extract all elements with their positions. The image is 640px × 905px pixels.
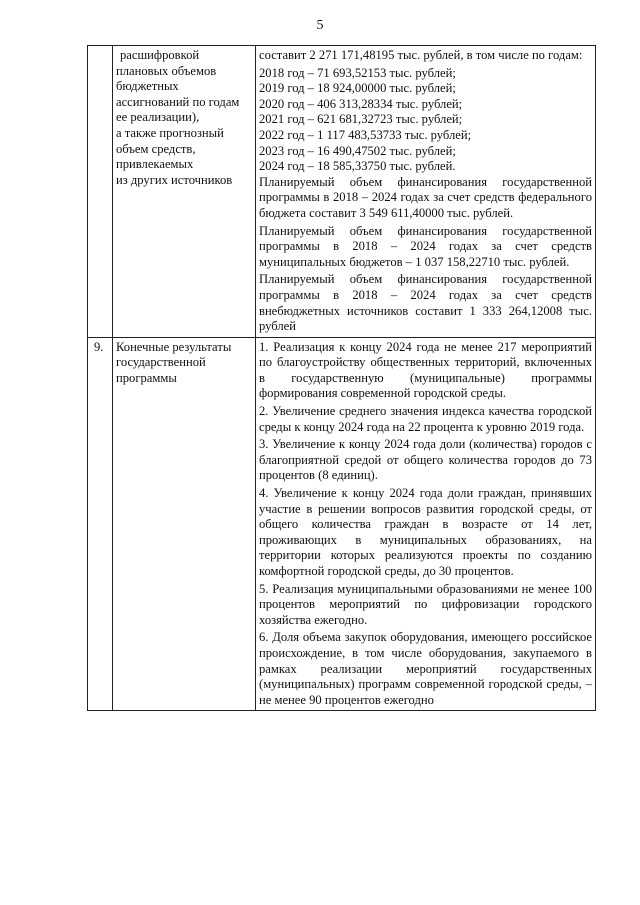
table-row	[88, 337, 596, 711]
row-content	[256, 337, 596, 711]
funding-year-line: 2020 год – 406 313,28334 тыс. рублей;	[259, 96, 463, 111]
label-line: привлекаемых	[116, 157, 194, 172]
funding-year-line: 2022 год – 1 117 483,53733 тыс. рублей;	[259, 127, 472, 142]
label-line: государственной	[116, 355, 206, 370]
label-line: плановых объемов	[116, 63, 217, 78]
funding-paragraph: Планируемый объем финансирования государственной программы в 2018 – 2024 годах за счет средств внебюджетных источников составит 1 333 264,12008 тыс. рублей	[259, 272, 592, 334]
result-item: 6. Доля объема закупок оборудования, имеющего российское происхождение, в том числе оборудования, закупаемого в рамках реализации мероприятий государственных (муниципальных) программ современной городской среды, – не менее 90 процентов ежегодно	[259, 630, 592, 707]
label-line: ее реализации),	[116, 110, 200, 125]
label-line: а также прогнозный	[116, 125, 224, 140]
funding-year-line: 2018 год – 71 693,52153 тыс. рублей;	[259, 65, 456, 80]
program-passport-table	[87, 45, 596, 711]
funding-intro: составит 2 271 171,48195 тыс. рублей, в том числе по годам:	[259, 48, 583, 62]
funding-paragraph: Планируемый объем финансирования государственной программы в 2018 – 2024 годах за счет средств федерального бюджета составит 3 549 611,40000 тыс. рублей.	[259, 174, 592, 220]
funding-year-line: 2021 год – 621 681,32723 тыс. рублей;	[259, 112, 463, 127]
row-content	[256, 46, 596, 338]
result-item: 5. Реализация муниципальными образованиями не менее 100 процентов мероприятий по цифровизации городского хозяйства ежегодно.	[259, 581, 592, 627]
funding-paragraph: Планируемый объем финансирования государственной программы в 2018 – 2024 годах за счет средств муниципальных бюджетов – 1 037 158,22710 тыс. рублей.	[259, 223, 592, 269]
label-line: бюджетных	[116, 79, 179, 94]
row-label	[113, 46, 256, 338]
funding-year-line: 2023 год – 16 490,47502 тыс. рублей;	[259, 143, 456, 158]
funding-year-line: 2019 год – 18 924,00000 тыс. рублей;	[259, 81, 456, 96]
result-item: 1. Реализация к концу 2024 года не менее 217 мероприятий по благоустройству общественных территорий, включенных в государственную (муниципальные) программы формирования современной городской среды.	[259, 339, 592, 401]
table-row	[88, 46, 596, 338]
label-line: расшифровкой	[120, 48, 200, 62]
funding-year-line: 2024 год – 18 585,33750 тыс. рублей.	[259, 159, 456, 174]
label-line: ассигнований по годам	[116, 94, 240, 109]
label-line: программы	[116, 370, 177, 385]
label-line: объем средств,	[116, 141, 196, 156]
page-number: 5	[316, 18, 324, 33]
result-item: 3. Увеличение к концу 2024 года доли (количества) городов с благоприятной средой от общего количества городов до 73 процентов (8 единиц).	[259, 437, 592, 483]
row-number: 9.	[88, 337, 113, 711]
label-line: Конечные результаты	[116, 339, 232, 354]
result-item: 2. Увеличение среднего значения индекса качества городской среды к концу 2024 года на 22 процента к уровню 2019 года.	[259, 404, 592, 434]
row-number	[88, 46, 113, 338]
label-line: из других источников	[116, 172, 233, 187]
row-label	[113, 337, 256, 711]
result-item: 4. Увеличение к концу 2024 года доли граждан, принявших участие в решении вопросов развития городской среды, от общего количества граждан в возрасте от 14 лет, проживающих в муниципальных образованиях, на территории которых реализуются проекты по созданию комфортной городской среды, до 30 процентов.	[259, 486, 592, 578]
